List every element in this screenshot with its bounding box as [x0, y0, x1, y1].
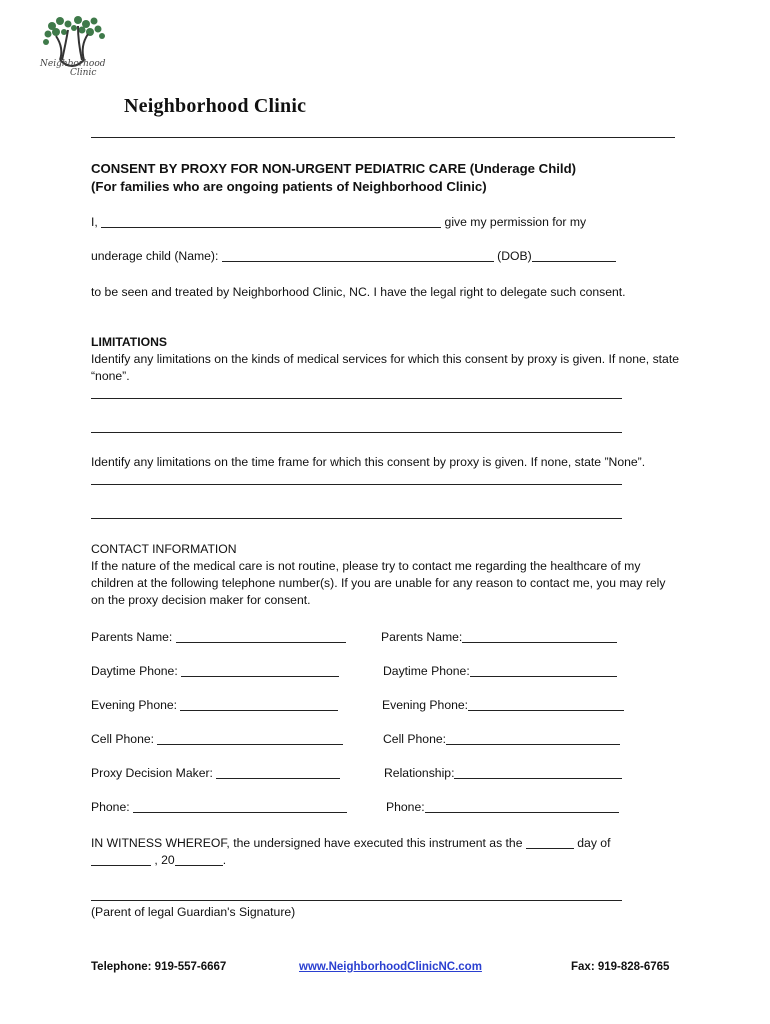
field-evening-phone-left: [91, 697, 338, 714]
field-proxy-decision-maker: [91, 765, 340, 782]
consent-i-suffix: give my permission for my: [441, 215, 587, 229]
field-label: Parents Name:: [381, 630, 463, 644]
witness-year-field[interactable]: [175, 865, 223, 866]
field-phone-right: [386, 799, 619, 816]
footer-website-link[interactable]: www.NeighborhoodClinicNC.com: [299, 961, 482, 973]
limitations-timeframe-text: Identify any limitations on the time frame for which this consent by proxy is given. If none, state ”None”.: [91, 455, 646, 469]
consent-i-prefix: I,: [91, 215, 102, 229]
field-evening-phone-right: [382, 697, 624, 714]
contact-heading: CONTACT INFORMATION: [91, 542, 237, 556]
evening-phone-input-right[interactable]: [468, 710, 624, 711]
dob-label: (DOB): [493, 249, 532, 263]
parents-name-input-left[interactable]: [176, 642, 346, 643]
signature-label: (Parent of legal Guardian's Signature): [91, 905, 296, 919]
logo-text-clinic: Clinic: [70, 68, 97, 78]
timeframe-limitation-field-1[interactable]: [91, 484, 622, 485]
daytime-phone-input-left[interactable]: [181, 676, 339, 677]
services-limitation-field-2[interactable]: [91, 432, 622, 433]
clinic-title: Neighborhood Clinic: [124, 95, 307, 117]
field-parents-name-left: [91, 629, 346, 646]
field-label: Evening Phone:: [382, 698, 469, 712]
footer-telephone: Telephone: 919-557-6667: [91, 961, 227, 973]
title-divider: [91, 137, 675, 138]
field-phone-left: [91, 799, 347, 816]
witness-line-1: [91, 835, 691, 852]
witness-text-a: IN WITNESS WHEREOF, the undersigned have executed this instrument as the: [91, 836, 526, 850]
parents-name-input-right[interactable]: [462, 642, 617, 643]
limitations-heading: LIMITATIONS: [91, 335, 168, 349]
relationship-input[interactable]: [454, 778, 622, 779]
field-label: Daytime Phone:: [383, 664, 470, 678]
daytime-phone-input-right[interactable]: [470, 676, 617, 677]
field-label: Relationship:: [384, 766, 455, 780]
dob-field[interactable]: [532, 261, 616, 262]
proxy-phone-input[interactable]: [133, 812, 347, 813]
child-name-label: underage child (Name):: [91, 249, 222, 263]
consent-line-child: [91, 248, 616, 265]
heading-line-1: CONSENT BY PROXY FOR NON-URGENT PEDIATRIC CARE (Underage Child): [91, 161, 577, 176]
field-daytime-phone-left: [91, 663, 339, 680]
services-limitation-field-1[interactable]: [91, 398, 622, 399]
consent-treated-text: to be seen and treated by Neighborhood Clinic, NC. I have the legal right to delegate such consent.: [91, 285, 626, 299]
footer-fax: Fax: 919-828-6765: [571, 961, 670, 973]
cell-phone-input-left[interactable]: [157, 744, 343, 745]
field-label: Evening Phone:: [91, 698, 181, 712]
evening-phone-input-left[interactable]: [180, 710, 338, 711]
signature-field[interactable]: [91, 900, 622, 901]
field-label: Cell Phone:: [383, 732, 447, 746]
witness-month-field[interactable]: [91, 865, 151, 866]
witness-period: .: [222, 853, 227, 867]
field-relationship: [384, 765, 622, 782]
field-cell-phone-left: [91, 731, 343, 748]
heading-line-2: (For families who are ongoing patients of Neighborhood Clinic): [91, 179, 487, 194]
child-name-field[interactable]: [222, 261, 494, 262]
witness-line-2: [91, 852, 226, 869]
field-cell-phone-right: [383, 731, 620, 748]
field-label: Proxy Decision Maker:: [91, 766, 217, 780]
field-daytime-phone-right: [383, 663, 617, 680]
limitations-services-text: Identify any limitations on the kinds of medical services for which this consent by proxy is given. If none, state “none”.: [91, 352, 679, 383]
field-label: Phone:: [386, 800, 425, 814]
document-heading: [91, 160, 576, 196]
relationship-phone-input[interactable]: [425, 812, 619, 813]
field-label: Daytime Phone:: [91, 664, 182, 678]
contact-text: If the nature of the medical care is not routine, please try to contact me regarding the healthcare of my children at the following telephone number(s). If you are unable for any reason to contact me, you may rely on the proxy decision maker for consent.: [91, 559, 666, 607]
guardian-name-field[interactable]: [101, 227, 441, 228]
proxy-decision-maker-input[interactable]: [216, 778, 340, 779]
field-label: Parents Name:: [91, 630, 176, 644]
logo-wordmark: [40, 60, 120, 78]
field-parents-name-right: [381, 629, 617, 646]
timeframe-limitation-field-2[interactable]: [91, 518, 622, 519]
field-label: Phone:: [91, 800, 134, 814]
cell-phone-input-right[interactable]: [446, 744, 620, 745]
logo-text-neighborhood: Neighborhood: [40, 59, 106, 69]
field-label: Cell Phone:: [91, 732, 158, 746]
witness-day-field[interactable]: [526, 848, 574, 849]
witness-year-prefix: , 20: [151, 853, 175, 867]
consent-line-i: [91, 214, 586, 231]
witness-text-b: day of: [573, 836, 611, 850]
